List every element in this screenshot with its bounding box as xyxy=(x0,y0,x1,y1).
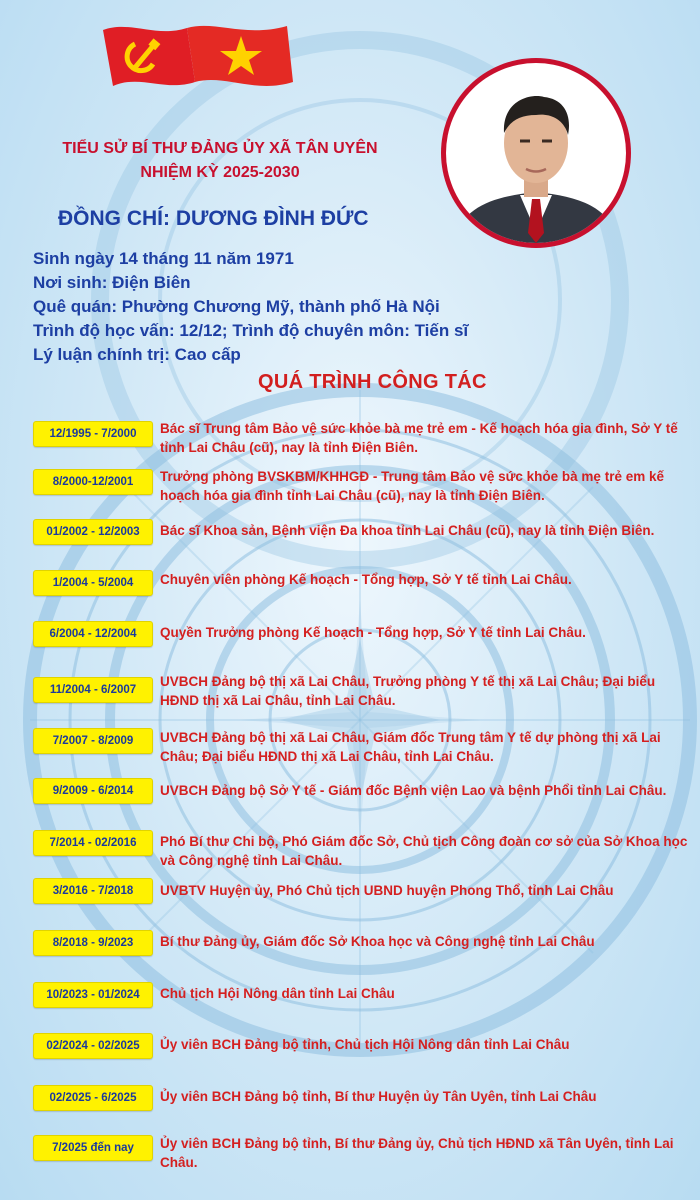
career-entry: UVBCH Đảng bộ thị xã Lai Châu, Trưởng phòng Y tế thị xã Lai Châu; Đại biểu HĐND thị xã Lai Châu, tỉnh Lai Châu. xyxy=(160,674,656,708)
career-entry: Ủy viên BCH Đảng bộ tỉnh, Bí thư Đảng ủy, Chủ tịch HĐND xã Tân Uyên, tỉnh Lai Châu. xyxy=(160,1136,674,1170)
political-theory: Lý luận chính trị: Cao cấp xyxy=(33,345,241,364)
national-flag-icon xyxy=(187,26,293,86)
career-entry: Ủy viên BCH Đảng bộ tỉnh, Chủ tịch Hội Nông dân tỉnh Lai Châu xyxy=(160,1037,570,1052)
period-badge: 01/2002 - 12/2003 xyxy=(33,519,153,545)
period-badge: 12/1995 - 7/2000 xyxy=(33,421,153,447)
career-section-title: QUÁ TRÌNH CÔNG TÁC xyxy=(258,371,487,393)
career-entry: Ủy viên BCH Đảng bộ tỉnh, Bí thư Huyện ủy Tân Uyên, tỉnh Lai Châu xyxy=(160,1089,597,1104)
period-badge: 7/2007 - 8/2009 xyxy=(33,728,153,754)
title-line-1: TIỂU SỬ BÍ THƯ ĐẢNG ỦY XÃ TÂN UYÊN xyxy=(62,140,378,157)
career-entry: UVBCH Đảng bộ thị xã Lai Châu, Giám đốc Trung tâm Y tế dự phòng thị xã Lai Châu; Đại biểu HĐND thị xã Lai Châu, tỉnh Lai Châu. xyxy=(160,730,661,764)
period-badge: 9/2009 - 6/2014 xyxy=(33,778,153,804)
career-entry: Chuyên viên phòng Kế hoạch - Tổng hợp, Sở Y tế tỉnh Lai Châu. xyxy=(160,572,572,587)
career-entry: Trưởng phòng BVSKBM/KHHGĐ - Trung tâm Bảo vệ sức khỏe bà mẹ trẻ em kế hoạch hóa gia đình tỉnh Lai Châu (cũ), nay là tỉnh Điện Biên. xyxy=(160,469,664,503)
career-entry: Quyền Trưởng phòng Kế hoạch - Tổng hợp, Sở Y tế tỉnh Lai Châu. xyxy=(160,625,586,640)
period-badge: 8/2000-12/2001 xyxy=(33,469,153,495)
career-entry: Bác sĩ Trung tâm Bảo vệ sức khỏe bà mẹ trẻ em - Kế hoạch hóa gia đình, Sở Y tế tỉnh Lai Châu (cũ), nay là tỉnh Điện Biên. xyxy=(160,421,678,455)
career-entry: Bác sĩ Khoa sản, Bệnh viện Đa khoa tỉnh Lai Châu (cũ), nay là tỉnh Điện Biên. xyxy=(160,523,655,538)
period-badge: 7/2014 - 02/2016 xyxy=(33,830,153,856)
period-badge: 8/2018 - 9/2023 xyxy=(33,930,153,956)
party-flag-icon xyxy=(103,27,195,86)
birthplace: Nơi sinh: Điện Biên xyxy=(33,273,191,292)
title-line-2: NHIỆM KỲ 2025-2030 xyxy=(140,164,300,181)
period-badge: 11/2004 - 6/2007 xyxy=(33,677,153,703)
profile-name: ĐỒNG CHÍ: DƯƠNG ĐÌNH ĐỨC xyxy=(58,207,369,230)
period-badge: 02/2025 - 6/2025 xyxy=(33,1085,153,1111)
hometown: Quê quán: Phường Chương Mỹ, thành phố Hà Nội xyxy=(33,297,440,316)
career-entry: Bí thư Đảng ủy, Giám đốc Sở Khoa học và Công nghệ tỉnh Lai Châu xyxy=(160,934,595,949)
profile-details xyxy=(33,247,468,367)
career-entry: Chủ tịch Hội Nông dân tỉnh Lai Châu xyxy=(160,986,395,1001)
period-badge: 6/2004 - 12/2004 xyxy=(33,621,153,647)
period-badge: 1/2004 - 5/2004 xyxy=(33,570,153,596)
career-entry: UVBCH Đảng bộ Sở Y tế - Giám đốc Bệnh viện Lao và bệnh Phổi tỉnh Lai Châu. xyxy=(160,783,667,798)
career-entry: UVBTV Huyện ủy, Phó Chủ tịch UBND huyện Phong Thổ, tỉnh Lai Châu xyxy=(160,883,614,898)
period-badge: 10/2023 - 01/2024 xyxy=(33,982,153,1008)
page-title xyxy=(20,137,420,185)
career-entry: Phó Bí thư Chi bộ, Phó Giám đốc Sở, Chủ tịch Công đoàn cơ sở của Sở Khoa học và Công nghệ tỉnh Lai Châu. xyxy=(160,834,688,868)
period-badge: 7/2025 đến nay xyxy=(33,1135,153,1161)
portrait-photo xyxy=(440,57,632,249)
birth-date: Sinh ngày 14 tháng 11 năm 1971 xyxy=(33,249,294,268)
education: Trình độ học vấn: 12/12; Trình độ chuyên môn: Tiến sĩ xyxy=(33,321,469,340)
period-badge: 3/2016 - 7/2018 xyxy=(33,878,153,904)
flags-banner xyxy=(95,12,295,102)
period-badge: 02/2024 - 02/2025 xyxy=(33,1033,153,1059)
